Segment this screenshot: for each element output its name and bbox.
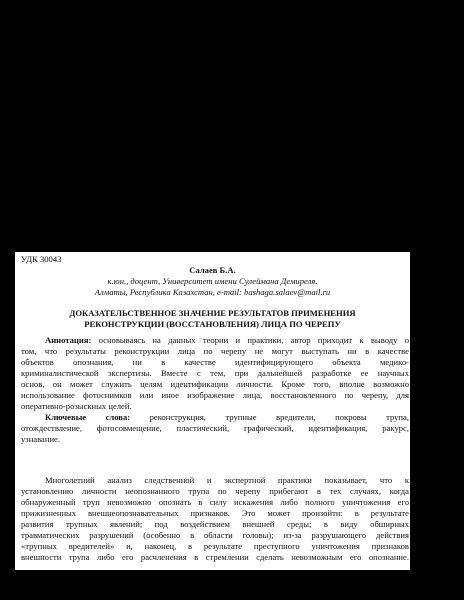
keywords-last-line: узнавание. [21,434,61,444]
author-name: Салаев Б.А. [189,265,236,275]
keywords-first-line [45,412,409,423]
abstract-first-line [45,335,409,346]
author-location-email: Алматы, Республика Казахстан, e-mail: bashaga.salaev@mail.ru [94,287,331,297]
paper-title-line-2: РЕКОНСТРУКЦИИ (ВОССТАНОВЛЕНИЯ) ЛИЦА ПО ЧЕРЕПУ [84,319,341,329]
body-line: установлению личности неопознанного трупа по черепу прибегают в тех случаях, когда [21,486,409,496]
abstract-line: криминалистической экспертизы. Вместе с тем, при дальнейшей разработке ее научных [21,368,409,378]
abstract-line: использование фотоснимков или иное изображение лица, восстановленного по черепу, для [21,390,409,400]
udk-code: УДК 30043 [21,254,62,264]
keywords-line: отождествление, фотосовмещение, пластический, графический, идентификация, ракурс, [21,423,409,433]
keywords-label: Ключевые слова: [45,412,131,422]
abstract-label: Аннотация: [45,335,92,345]
author-affiliation: к.юн., доцент, Университет имени Сулеймана Демиреля. [107,276,318,286]
body-line: прижизненных внешнеопознавательных признаков. Это может произойти: в результате [21,508,409,518]
body-first-line: Многолетний анализ следственной и экспертной практики показывает, что к [45,475,409,485]
abstract-text: основываясь на данных теории и практики, автор приходит к выводу о [91,335,409,345]
keywords-text: реконструкция, трупные вредители, покровы трупа, [130,412,409,422]
body-line: «трупных вредителей» и, наконец, в результате преступного уничтожения признаков [21,541,409,551]
document-page [15,252,410,570]
paper-title-line-1: ДОКАЗАТЕЛЬСТВЕННОЕ ЗНАЧЕНИЕ РЕЗУЛЬТАТОВ ПРИМЕНЕНИЯ [69,308,356,318]
abstract-line: том, что результаты реконструкции лица по черепу не могут выступать ни в качестве [21,346,409,356]
abstract-line: основ, он может служить целям идентификации личности. Кроме того, вполне возможно [21,379,409,389]
body-line: травматических разрушений (особенно в области головы); из-за разрушающего действия [21,530,409,540]
abstract-line: объектов опознания, ни в качестве идентифицирующего объекта медико- [21,357,409,367]
body-line: обнаруженный труп невозможно опознать в силу искажения либо полного уничтожения его [21,497,409,507]
abstract-last-line: оперативно-розыскных целей. [21,401,132,411]
body-line: развития трупных явлений; под воздействием внешней среды; в виду обширных [21,519,409,529]
body-line: внешности трупа либо его расчленения в стремлении сделать невозможным его опознание. [21,552,409,562]
